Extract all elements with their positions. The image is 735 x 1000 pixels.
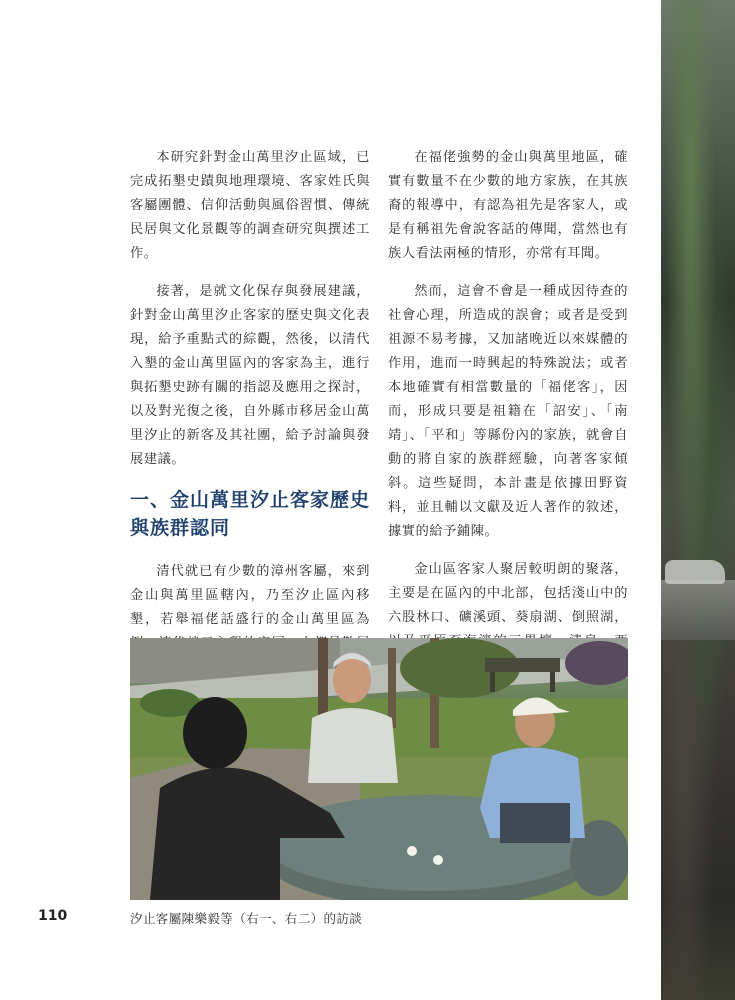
photo-caption: 汐止客屬陳樂毅等（右一、右二）的訪談 [130,911,363,926]
right-paragraph-1: 在福佬強勢的金山與萬里地區，確實有數量不在少數的地方家族，在其族裔的報導中，有認為祖先是客家人，或是有稱祖先會說客話的傳聞，當然也有族人看法兩極的情形，亦常有耳聞。 [388,150,628,261]
left-paragraph-1: 本研究針對金山萬里汐止區域，已完成拓墾史蹟與地理環境、客家姓氏與客屬團體、信仰活動與風俗習慣、傳統民居與文化景觀等的調查研究與撰述工作。 [130,150,370,261]
caption-row [0,908,660,928]
edge-photo-strip [661,0,735,1000]
page-number: 110 [38,908,68,924]
right-paragraph-3: 金山區客家人聚居較明朗的聚落，主要是在區內的中北部，包括淺山中的六股林口、礦溪頭、葵扇湖、倒照湖， [388,562,628,625]
left-paragraph-3: 清代就已有少數的漳州客屬，來到金山與萬里區轄內，乃至汐止區內移墾，若舉福佬話盛行的金山萬里區為 [130,564,370,627]
interview-photo-illustration [130,638,628,900]
right-paragraph-2: 然而，這會不會是一種成因待查的社會心理，所造成的誤會；或者是受到祖源不易考據，又加諸晚近以來媒體的作用，進而一時興起的特殊說法；或者本地確實有相當數量的「福佬客」，因而，形成只要是祖籍在「詔安」、「南靖」、「平和」等縣份內的家族，就會自動的將自家的族群經驗，向著客家傾斜。這些疑問，本計畫是依據田野資料，並且輔以文獻及近人著作的敘述，據實的給予鋪陳。 [388,284,628,539]
edge-car [665,560,725,584]
section-heading: 一、金山萬里汐止客家歷史與族群認同 [130,489,371,539]
interview-photo [130,638,628,900]
left-paragraph-2: 接著，是就文化保存與發展建議，針對金山萬里汐止客家的歷史與文化表現，給予重點式的綜觀，然後，以清代入墾的金山萬里區內的客家為主，進行與拓墾史跡有關的指認及應用之探討，以及對光復之後，自外縣市移居金山萬里汐止的新客及其社團，給予討論與發展建議。 [130,284,370,467]
edge-road [661,580,735,640]
